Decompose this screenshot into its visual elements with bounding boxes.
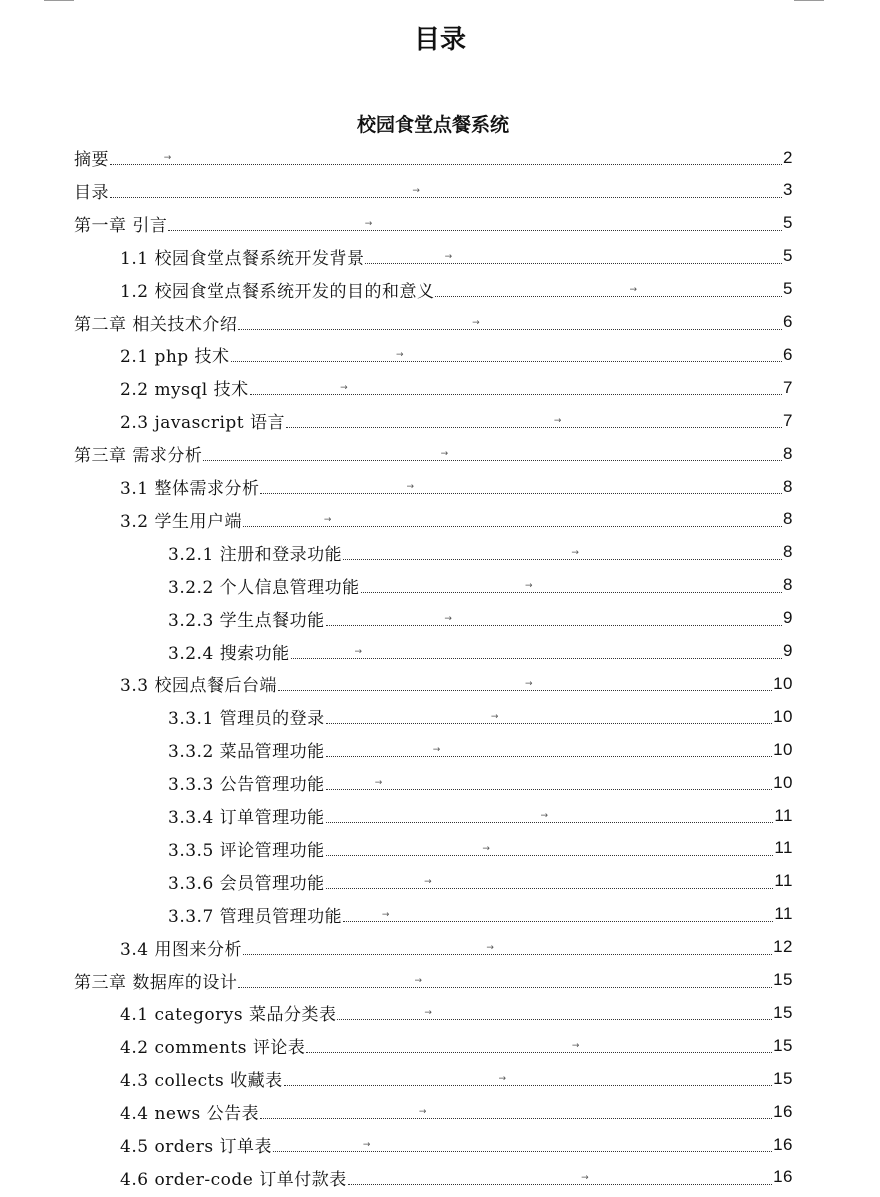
dot-leader [306,1029,772,1062]
toc-entry-title: 3.1 整体需求分析 [120,479,260,499]
dot-leader [291,635,782,668]
dot-leader [243,931,772,964]
tab-arrow-icon: → [340,383,349,394]
toc-entry-title: 3.2.3 学生点餐功能 [168,610,325,631]
toc-entry-title: 2.1 php 技术 [120,347,230,368]
toc-line [168,865,793,898]
dot-leader [260,470,782,503]
tab-arrow-icon: → [540,811,549,821]
toc-page-number: 8 [783,443,793,463]
toc-page-number: 11 [774,871,793,891]
tab-arrow-icon: → [381,909,390,920]
toc-entry-title: 摘要 [74,150,109,170]
toc-entry[interactable] [0,240,880,273]
dot-leader [343,536,782,569]
dot-leader [326,799,774,832]
dot-leader [168,207,782,240]
toc-line [120,470,793,503]
crop-mark-left [44,0,74,1]
toc-page-number: 8 [783,476,793,496]
dot-leader [348,1161,772,1194]
tab-arrow-icon: → [440,449,449,460]
toc-page-number: 11 [774,838,793,858]
toc-entry-title: 目录 [74,182,109,203]
toc-line [74,437,793,470]
toc-entry[interactable] [0,1161,880,1194]
toc-page-number: 7 [783,377,793,397]
toc-page-number: 5 [783,246,793,266]
toc-line [120,1029,793,1062]
dot-leader [250,371,782,404]
toc-entry[interactable] [0,602,880,635]
toc-line [74,306,793,339]
toc-entry[interactable] [0,503,880,536]
toc-line [120,1062,793,1095]
dot-leader [273,1128,772,1161]
tab-arrow-icon: → [323,514,332,525]
toc-entry[interactable] [0,964,880,997]
dot-leader [365,240,782,273]
toc-entry-title: 3.3.6 会员管理功能 [168,873,325,894]
toc-entry[interactable] [0,536,880,569]
tab-arrow-icon: → [424,1008,433,1019]
toc-page-number: 6 [783,312,793,331]
toc-entry[interactable] [0,898,880,931]
tab-arrow-icon: → [444,613,453,624]
toc-line [168,635,793,668]
toc-page-number: 10 [773,673,793,693]
tab-arrow-icon: → [424,876,433,887]
toc-page-number: 2 [783,147,793,167]
toc-entry[interactable] [0,700,880,733]
toc-line [168,700,793,733]
toc-entry[interactable] [0,733,880,766]
toc-entry[interactable] [0,371,880,404]
toc-line [120,1095,793,1128]
toc-line [168,602,793,635]
toc-entry[interactable] [0,1029,880,1062]
toc-line [168,898,793,931]
tab-arrow-icon: → [482,843,491,854]
tab-arrow-icon: → [525,679,534,690]
toc-entry-title: 3.3.4 订单管理功能 [168,808,325,828]
toc-page-number: 9 [783,608,793,628]
toc-line [120,996,793,1029]
document-title: 校园食堂点餐系统 [356,114,509,136]
tab-arrow-icon: → [432,745,441,756]
toc-entry[interactable] [0,470,880,503]
toc-entry-title: 2.3 javascript 语言 [120,413,286,434]
dot-leader [243,503,782,536]
toc-entry-title: 第三章 数据库的设计 [74,972,238,993]
tab-arrow-icon: → [553,416,562,427]
toc-line [120,240,793,273]
toc-page-number: 16 [773,1134,793,1154]
toc-page-number: 8 [783,542,793,562]
tab-arrow-icon: → [472,317,481,328]
toc-line [120,667,793,700]
toc-entry[interactable] [0,404,880,437]
toc-line [168,536,793,569]
toc-line [120,503,793,536]
toc-page-number: 16 [773,1167,793,1187]
toc-page-number: 10 [773,772,793,792]
toc-entry[interactable] [0,799,880,832]
toc-page-number: 10 [773,706,793,726]
toc-page-number: 15 [773,1068,793,1088]
toc-page-number: 12 [773,937,793,957]
toc-page-number: 8 [783,575,793,595]
toc-entry[interactable] [0,207,880,240]
toc-entry-title: 3.3.2 菜品管理功能 [168,742,325,763]
tab-arrow-icon: → [629,284,638,295]
toc-entry[interactable] [0,1095,880,1128]
toc-entry[interactable] [0,306,880,339]
toc-line [120,273,793,306]
toc-entry[interactable] [0,931,880,964]
toc-entry-title: 4.6 order-code 订单付款表 [120,1169,347,1190]
tab-arrow-icon: → [486,942,495,953]
dot-leader [326,733,772,766]
toc-entry[interactable] [0,174,880,207]
toc-line [120,931,793,964]
tab-arrow-icon: → [414,975,423,986]
toc-entry-title: 4.1 categorys 菜品分类表 [120,1005,337,1026]
toc-entry-title: 3.2 学生用户端 [120,511,242,532]
toc-entry[interactable] [0,865,880,898]
toc-entry-title: 3.2.4 搜索功能 [168,643,290,664]
dot-leader [203,437,782,470]
tab-arrow-icon: → [525,580,534,591]
tab-arrow-icon: → [364,218,373,229]
toc-entry-title: 3.3.7 管理员管理功能 [168,906,343,927]
toc-entry-title: 4.4 news 公告表 [120,1104,260,1125]
toc-line [168,832,793,865]
dot-leader [110,141,782,174]
toc-page-number: 11 [774,904,793,924]
dot-leader [326,832,774,865]
toc-line [74,141,793,174]
toc-entry-title: 4.2 comments 评论表 [120,1038,306,1059]
toc-line [120,338,793,371]
toc-page-number: 15 [773,970,793,989]
tab-arrow-icon: → [571,547,580,558]
toc-page-number: 16 [773,1101,793,1121]
toc-entry-title: 1.2 校园食堂点餐系统开发的目的和意义 [120,281,435,302]
toc-entry[interactable] [0,667,880,700]
toc-line [120,1128,793,1161]
toc-entry-title: 第二章 相关技术介绍 [74,314,238,335]
tab-arrow-icon: → [490,712,499,723]
dot-leader [326,602,782,635]
tab-arrow-icon: → [412,185,421,196]
toc-line [120,404,793,437]
toc-entry[interactable] [0,437,880,470]
toc-entry-title: 3.2.2 个人信息管理功能 [168,577,360,598]
dot-leader [326,766,772,799]
dot-leader [110,174,782,207]
dot-leader [326,865,774,898]
tab-arrow-icon: → [396,350,405,361]
toc-entry[interactable] [0,1128,880,1161]
dot-leader [343,898,773,931]
dot-leader [238,306,782,339]
tab-arrow-icon: → [418,1107,427,1118]
toc-entry-title: 3.4 用图来分析 [120,939,242,960]
toc-entry-title: 4.5 orders 订单表 [120,1137,272,1157]
toc-entry[interactable] [0,832,880,865]
toc-entry-title: 3.3.5 评论管理功能 [168,840,325,861]
toc-page-number: 3 [783,180,793,200]
toc-page-number: 7 [783,410,793,430]
dot-leader [326,700,772,733]
toc-entry[interactable] [0,338,880,371]
toc-page-number: 9 [783,641,793,660]
toc-line [168,733,793,766]
tab-arrow-icon: → [444,251,453,262]
toc-line [74,174,793,207]
dot-leader [238,964,772,997]
toc-page-number: 5 [783,213,793,233]
toc-entry-title: 3.3.1 管理员的登录 [168,709,325,730]
toc-line [120,1161,793,1194]
tab-arrow-icon: → [354,646,363,657]
toc-line [74,964,793,997]
toc-page-number: 15 [773,1002,793,1022]
dot-leader [435,273,782,306]
toc-page-number: 11 [774,805,793,825]
toc-page-number: 10 [773,739,793,759]
toc-page-number: 8 [783,509,793,529]
tab-arrow-icon: → [374,778,383,789]
tab-arrow-icon: → [163,153,172,163]
toc-entry[interactable] [0,141,880,174]
toc-entry[interactable] [0,635,880,668]
dot-leader [231,338,782,371]
toc-entry[interactable] [0,569,880,602]
toc-page-number: 15 [773,1035,793,1055]
toc-entry-title: 1.1 校园食堂点餐系统开发背景 [120,248,365,269]
toc-line [168,799,793,832]
tab-arrow-icon: → [362,1140,371,1150]
crop-mark-right [794,0,824,1]
dot-leader [284,1062,772,1095]
toc-line [168,766,793,799]
tab-arrow-icon: → [571,1041,580,1052]
toc-entry[interactable] [0,766,880,799]
toc-entry-title: 2.2 mysql 技术 [120,380,249,401]
tab-arrow-icon: → [581,1172,590,1183]
dot-leader [260,1095,772,1128]
page-title: 目录 [413,25,466,55]
toc-entry-title: 3.3 校园点餐后台端 [120,676,277,697]
tab-arrow-icon: → [498,1074,507,1085]
toc-line [74,207,793,240]
dot-leader [337,996,772,1029]
toc-entry-title: 第三章 需求分析 [74,446,203,467]
toc-line [168,569,793,602]
toc-page-number: 6 [783,344,793,364]
toc-line [120,371,793,404]
toc-entry-title: 4.3 collects 收藏表 [120,1071,283,1092]
toc-entry-title: 3.2.1 注册和登录功能 [168,544,343,565]
toc-entry-title: 3.3.3 公告管理功能 [168,775,325,796]
dot-leader [361,569,782,602]
toc-entry[interactable] [0,996,880,1029]
dot-leader [286,404,782,437]
dot-leader [278,667,772,700]
toc-entry[interactable] [0,1062,880,1095]
tab-arrow-icon: → [406,482,415,492]
toc-page-number: 5 [783,279,793,299]
toc-entry-title: 第一章 引言 [74,215,168,236]
toc-entry[interactable] [0,273,880,306]
